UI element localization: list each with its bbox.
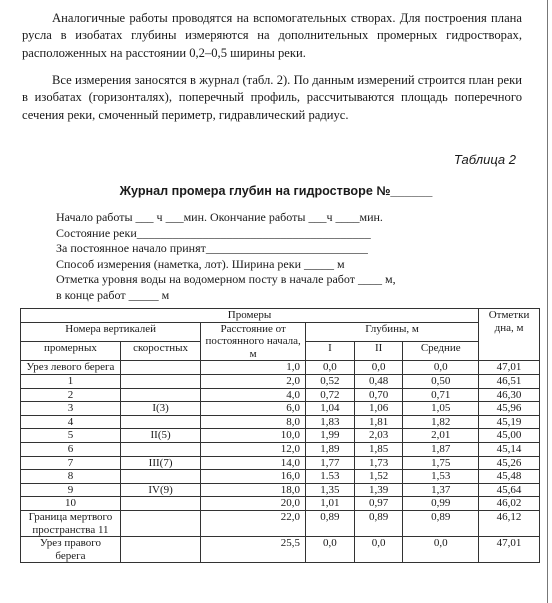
cell-promer: 10 — [21, 497, 121, 511]
cell-skor: I(3) — [120, 402, 200, 416]
cell-avg: 1,82 — [403, 415, 479, 429]
cell-g2: 0,48 — [354, 374, 403, 388]
table-row — [21, 483, 540, 497]
cell-otm: 45,14 — [479, 442, 540, 456]
header-promernyh: промерных — [21, 341, 121, 360]
cell-avg: 0,50 — [403, 374, 479, 388]
cell-skor — [120, 374, 200, 388]
table-row — [21, 442, 540, 456]
cell-g2: 0,0 — [354, 361, 403, 375]
cell-skor — [120, 388, 200, 402]
info-line: в конце работ _____ м — [56, 287, 170, 302]
cell-g1: 1,01 — [306, 497, 355, 511]
cell-avg: 2,01 — [403, 429, 479, 443]
cell-otm: 45,64 — [479, 483, 540, 497]
header-rasstoyanie: Расстояние от постоянного начала, м — [201, 322, 306, 361]
cell-g1: 1,04 — [306, 402, 355, 416]
cell-promer: 1 — [21, 374, 121, 388]
info-line: За постоянное начало принят___________________________ — [56, 241, 368, 255]
cell-avg: 1,53 — [403, 470, 479, 484]
cell-promer: 4 — [21, 415, 121, 429]
cell-g1: 0,89 — [306, 510, 355, 536]
cell-dist: 25,5 — [201, 537, 306, 563]
cell-otm: 45,96 — [479, 402, 540, 416]
cell-avg: 1,05 — [403, 402, 479, 416]
table-row — [21, 537, 540, 563]
cell-g2: 1,81 — [354, 415, 403, 429]
journal-title: Журнал промера глубин на гидростворе №______ — [119, 184, 433, 198]
cell-otm: 46,30 — [479, 388, 540, 402]
cell-dist: 14,0 — [201, 456, 306, 470]
cell-promer: 9 — [21, 483, 121, 497]
cell-g2: 2,03 — [354, 429, 403, 443]
cell-otm: 45,48 — [479, 470, 540, 484]
cell-g2: 1,06 — [354, 402, 403, 416]
cell-otm: 46,12 — [479, 510, 540, 536]
cell-dist: 22,0 — [201, 510, 306, 536]
cell-dist: 4,0 — [201, 388, 306, 402]
cell-g2: 1,52 — [354, 470, 403, 484]
cell-otm: 47,01 — [479, 361, 540, 375]
cell-avg: 0,0 — [403, 361, 479, 375]
cell-g2: 0,97 — [354, 497, 403, 511]
paragraph-2: Все измерения заносятся в журнал (табл. 2). По данным измерений строится план реки в изобатах (горизонталях), поперечный профиль, рассчитываются площадь поперечного сечения реки, смоченный периметр, гидравлический радиус. — [22, 73, 522, 122]
table-row — [21, 470, 540, 484]
journal-info-lines — [56, 210, 396, 303]
cell-promer: 5 — [21, 429, 121, 443]
cell-g1: 1,35 — [306, 483, 355, 497]
cell-g1: 1,99 — [306, 429, 355, 443]
cell-g2: 1,85 — [354, 442, 403, 456]
table-row — [21, 361, 540, 375]
cell-dist: 16,0 — [201, 470, 306, 484]
cell-otm: 45,26 — [479, 456, 540, 470]
cell-g2: 1,73 — [354, 456, 403, 470]
cell-avg: 0,89 — [403, 510, 479, 536]
cell-skor — [120, 361, 200, 375]
header-promery: Промеры — [21, 309, 479, 323]
cell-otm: 45,19 — [479, 415, 540, 429]
cell-promer: 3 — [21, 402, 121, 416]
table-row — [21, 388, 540, 402]
cell-dist: 10,0 — [201, 429, 306, 443]
cell-skor — [120, 415, 200, 429]
header-otmetki: Отметки дна, м — [479, 309, 540, 361]
header-g1: I — [306, 341, 355, 360]
cell-g2: 1,39 — [354, 483, 403, 497]
cell-g2: 0,0 — [354, 537, 403, 563]
info-line: Способ измерения (наметка, лот). Ширина реки _____ м — [56, 256, 345, 271]
header-glubiny: Глубины, м — [306, 322, 479, 341]
header-nomera: Номера вертикалей — [21, 322, 201, 341]
table-row — [21, 402, 540, 416]
info-line: Начало работы ___ ч ___мин. Окончание работы ___ч ____мин. — [56, 210, 383, 224]
depth-measurement-table — [20, 308, 540, 563]
cell-skor: III(7) — [120, 456, 200, 470]
cell-g1: 1,77 — [306, 456, 355, 470]
table-number: Таблица 2 — [453, 152, 516, 167]
cell-g1: 0,52 — [306, 374, 355, 388]
cell-promer: 2 — [21, 388, 121, 402]
cell-skor — [120, 497, 200, 511]
cell-dist: 20,0 — [201, 497, 306, 511]
table-row — [21, 429, 540, 443]
cell-dist: 2,0 — [201, 374, 306, 388]
cell-dist: 6,0 — [201, 402, 306, 416]
cell-g1: 1,89 — [306, 442, 355, 456]
cell-otm: 46,02 — [479, 497, 540, 511]
cell-otm: 46,51 — [479, 374, 540, 388]
header-g2: II — [354, 341, 403, 360]
info-line: Состояние реки_______________________________________ — [56, 225, 371, 240]
cell-skor — [120, 510, 200, 536]
cell-dist: 1,0 — [201, 361, 306, 375]
cell-g1: 0,0 — [306, 361, 355, 375]
cell-g2: 0,89 — [354, 510, 403, 536]
table-row — [21, 497, 540, 511]
cell-promer: Урез правого берега — [21, 537, 121, 563]
table-row — [21, 456, 540, 470]
table-row — [21, 510, 540, 536]
cell-dist: 8,0 — [201, 415, 306, 429]
cell-g1: 1.53 — [306, 470, 355, 484]
info-line: Отметка уровня воды на водомерном посту в начале работ ____ м, — [56, 272, 396, 286]
cell-g2: 0,70 — [354, 388, 403, 402]
cell-avg: 1,87 — [403, 442, 479, 456]
cell-promer: Граница мертвого пространства 11 — [21, 510, 121, 536]
cell-g1: 0,72 — [306, 388, 355, 402]
cell-avg: 1,37 — [403, 483, 479, 497]
cell-g1: 1,83 — [306, 415, 355, 429]
header-skorostnyh: скоростных — [120, 341, 200, 360]
cell-otm: 45,00 — [479, 429, 540, 443]
paragraph-1: Аналогичные работы проводятся на вспомогательных створах. Для построения плана русла в изобатах глубины измеряются на дополнительных промерных гидростворах, расположенных на расстоянии 0,2–0,5 ширины реки. — [22, 11, 522, 60]
cell-promer: 6 — [21, 442, 121, 456]
cell-skor: IV(9) — [120, 483, 200, 497]
cell-skor — [120, 442, 200, 456]
cell-skor — [120, 537, 200, 563]
cell-skor: II(5) — [120, 429, 200, 443]
cell-skor — [120, 470, 200, 484]
cell-promer: Урез левого берега — [21, 361, 121, 375]
cell-dist: 18,0 — [201, 483, 306, 497]
cell-dist: 12,0 — [201, 442, 306, 456]
table-row — [21, 374, 540, 388]
cell-g1: 0,0 — [306, 537, 355, 563]
cell-avg: 0,99 — [403, 497, 479, 511]
cell-promer: 7 — [21, 456, 121, 470]
cell-avg: 0,71 — [403, 388, 479, 402]
header-srednie: Средние — [403, 341, 479, 360]
page-edge-line — [547, 0, 548, 603]
cell-avg: 1,75 — [403, 456, 479, 470]
table-row — [21, 415, 540, 429]
cell-avg: 0,0 — [403, 537, 479, 563]
cell-promer: 8 — [21, 470, 121, 484]
cell-otm: 47,01 — [479, 537, 540, 563]
